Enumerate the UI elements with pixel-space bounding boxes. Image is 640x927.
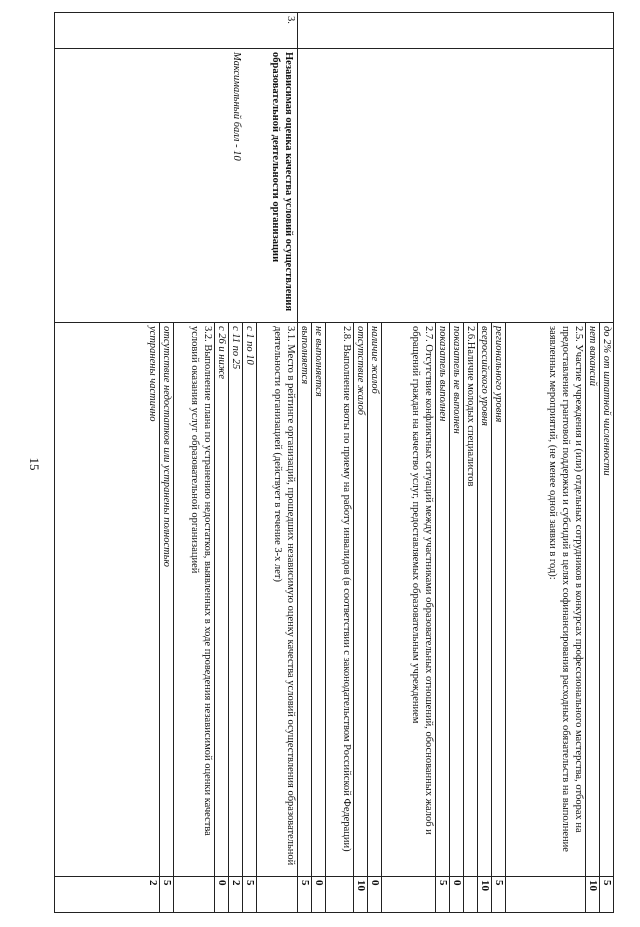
score-cell: 2 bbox=[55, 877, 160, 913]
score-cell: 5 bbox=[600, 877, 614, 913]
score-cell: 10 bbox=[354, 877, 368, 913]
score-cell: 0 bbox=[215, 877, 229, 913]
indicator-cell: 3.1. Место в рейтинге организаций, прошедших независимую оценку качества условий осуществления образовательной деятельности организацией (действует в течение 3-х лет) bbox=[257, 323, 298, 877]
criteria-table bbox=[54, 12, 614, 913]
score-cell: 5 bbox=[492, 877, 506, 913]
indicator-cell: с 11 по 25 bbox=[229, 323, 243, 877]
section-2-criterion-cell bbox=[298, 49, 614, 323]
indicator-cell: отсутствие недостатков или устранены полностью bbox=[160, 323, 174, 877]
score-cell bbox=[174, 877, 215, 913]
indicator-cell: 2.7. Отсутствие конфликтных ситуаций между участниками образовательных отношений, обоснованных жалоб и обращений граждан на качество услуг, предоставляемых образовательным учреждением bbox=[382, 323, 436, 877]
score-cell bbox=[326, 877, 354, 913]
rotated-page bbox=[54, 12, 614, 912]
score-cell: 5 bbox=[298, 877, 312, 913]
indicator-cell: всероссийского уровня bbox=[478, 323, 492, 877]
score-cell: 0 bbox=[368, 877, 382, 913]
indicator-cell: 3.2. Выполнение плана по устранению недостатков, выявленных в ходе проведения независимой оценки качества условий оказания услуг образовательной организацией bbox=[174, 323, 215, 877]
indicator-cell: показатель не выполнен bbox=[450, 323, 464, 877]
indicator-cell: с 26 и ниже bbox=[215, 323, 229, 877]
indicator-cell: 2.6.Наличие молодых специалистов bbox=[464, 323, 478, 877]
score-cell: 5 bbox=[160, 877, 174, 913]
indicator-cell: наличие жалоб bbox=[368, 323, 382, 877]
section-3-criterion-cell bbox=[55, 49, 298, 323]
indicator-cell: отсутствие жалоб bbox=[354, 323, 368, 877]
section-3-number-cell: 3. bbox=[55, 13, 298, 49]
indicator-cell: до 2% от штатной численности bbox=[600, 323, 614, 877]
score-cell: 2 bbox=[229, 877, 243, 913]
indicator-cell: не выполняется bbox=[312, 323, 326, 877]
page-number: 15 bbox=[27, 457, 42, 471]
score-cell: 0 bbox=[450, 877, 464, 913]
indicator-cell: с 1 по 10 bbox=[243, 323, 257, 877]
score-cell bbox=[382, 877, 436, 913]
section-3-max-score: Максимальный балл - 10 bbox=[231, 52, 242, 161]
score-cell: 10 bbox=[586, 877, 600, 913]
table-row bbox=[600, 13, 614, 913]
indicator-cell: выполняется bbox=[298, 323, 312, 877]
indicator-cell: нет вакансий bbox=[586, 323, 600, 877]
score-cell: 5 bbox=[243, 877, 257, 913]
indicator-cell: показатель выполнен bbox=[436, 323, 450, 877]
score-cell: 10 bbox=[478, 877, 492, 913]
score-cell bbox=[257, 877, 298, 913]
table-row bbox=[257, 13, 298, 913]
indicator-cell: 2.5. Участие учреждения и (или) отдельных сотрудников в конкурсах профессионального мастерства, отборах на предоставление грантовой поддержки и субсидий в целях софинансирования расходных обязательств на выполнение заявленных мероприятий, (не менее одной заявки в год): bbox=[506, 323, 586, 877]
score-cell: 5 bbox=[436, 877, 450, 913]
section-3-title: Независимая оценка качества условий осуществления образовательной деятельности организации bbox=[270, 52, 294, 312]
indicator-cell: устранены частично bbox=[55, 323, 160, 877]
indicator-cell: 2.8. Выполнение квоты по приему на работу инвалидов (в соответствии с законодательством Российской Федерации) bbox=[326, 323, 354, 877]
section-2-number-cell bbox=[298, 13, 614, 49]
score-cell: 0 bbox=[312, 877, 326, 913]
score-cell bbox=[506, 877, 586, 913]
score-cell bbox=[464, 877, 478, 913]
indicator-cell: регионального уровня bbox=[492, 323, 506, 877]
